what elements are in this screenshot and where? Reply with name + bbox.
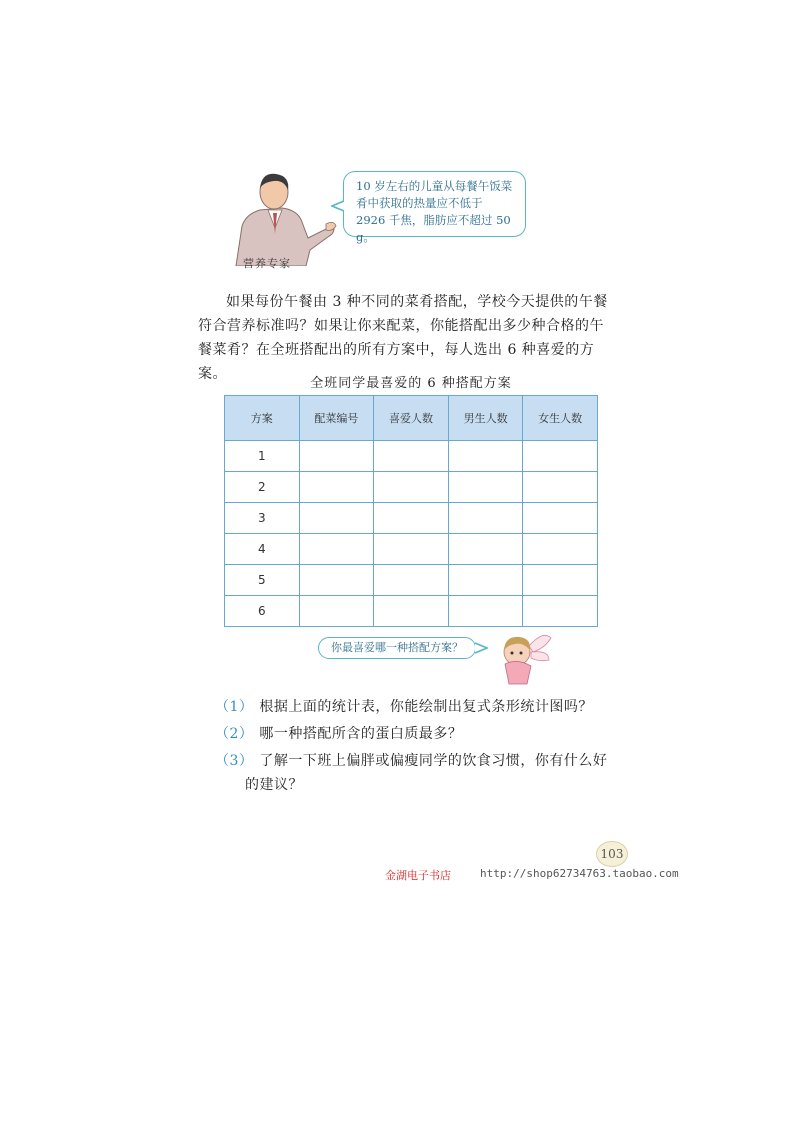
page-number: 103 <box>596 841 628 867</box>
empty-cell <box>523 503 598 534</box>
empty-cell <box>374 596 449 627</box>
nutrition-expert-illustration <box>228 166 338 266</box>
empty-cell <box>374 472 449 503</box>
question-3 <box>215 749 615 797</box>
table-row <box>225 503 598 534</box>
empty-cell <box>299 565 374 596</box>
table-row <box>225 534 598 565</box>
header-like-count: 喜爱人数 <box>374 396 449 441</box>
expert-speech-bubble: 10 岁左右的儿童从每餐午饭菜肴中获取的热量应不低于 2926 千焦，脂肪应不超过 50 g。 <box>343 171 526 237</box>
table-row <box>225 596 598 627</box>
store-name: 金湖电子书店 <box>385 869 451 882</box>
favorite-plans-table <box>224 395 598 627</box>
empty-cell <box>523 534 598 565</box>
question-1 <box>215 695 615 719</box>
header-girls-count: 女生人数 <box>523 396 598 441</box>
empty-cell <box>448 472 523 503</box>
bubble-tail-icon <box>474 642 488 654</box>
empty-cell <box>299 472 374 503</box>
store-url[interactable]: http://shop62734763.taobao.com <box>480 867 679 880</box>
question-text: 哪一种搭配所含的蛋白质最多？ <box>259 726 463 742</box>
question-text-continued: 的建议？ <box>245 777 303 793</box>
table-row <box>225 565 598 596</box>
expert-caption: 营养专家 <box>243 257 291 270</box>
empty-cell <box>448 503 523 534</box>
question-text: 了解一下班上偏胖或偏瘦同学的饮食习惯，你有什么好 <box>259 753 608 769</box>
table-title: 全班同学最喜爱的 6 种搭配方案 <box>310 376 512 391</box>
empty-cell <box>374 441 449 472</box>
intro-paragraph: 如果每份午餐由 3 种不同的菜肴搭配，学校今天提供的午餐符合营养标准吗？如果让你来配菜，你能搭配出多少种合格的午餐菜肴？在全班搭配出的所有方案中，每人选出 6 种喜爱的方案。 <box>198 294 608 382</box>
empty-cell <box>448 534 523 565</box>
empty-cell <box>299 503 374 534</box>
question-number: （2） <box>215 726 254 742</box>
question-number: （1） <box>215 699 254 715</box>
empty-cell <box>299 534 374 565</box>
table-header-row <box>225 396 598 441</box>
table-row <box>225 441 598 472</box>
empty-cell <box>448 441 523 472</box>
question-text: 根据上面的统计表，你能绘制出复式条形统计图吗？ <box>259 699 593 715</box>
empty-cell <box>523 472 598 503</box>
plan-number-cell: 1 <box>225 441 300 472</box>
plan-number-cell: 3 <box>225 503 300 534</box>
table-row <box>225 472 598 503</box>
cupid-fairy-illustration <box>493 628 553 686</box>
plan-number-cell: 5 <box>225 565 300 596</box>
plan-number-cell: 6 <box>225 596 300 627</box>
question-2 <box>215 722 615 746</box>
empty-cell <box>448 565 523 596</box>
empty-cell <box>374 565 449 596</box>
favorite-plan-bubble: 你最喜爱哪一种搭配方案？ <box>318 637 476 659</box>
empty-cell <box>523 565 598 596</box>
plan-number-cell: 4 <box>225 534 300 565</box>
empty-cell <box>299 441 374 472</box>
empty-cell <box>523 441 598 472</box>
empty-cell <box>299 596 374 627</box>
bubble-tail-icon <box>331 199 345 213</box>
empty-cell <box>374 534 449 565</box>
header-plan: 方案 <box>225 396 300 441</box>
empty-cell <box>448 596 523 627</box>
empty-cell <box>523 596 598 627</box>
plan-number-cell: 2 <box>225 472 300 503</box>
header-dish-number: 配菜编号 <box>299 396 374 441</box>
question-number: （3） <box>215 753 254 769</box>
empty-cell <box>374 503 449 534</box>
header-boys-count: 男生人数 <box>448 396 523 441</box>
